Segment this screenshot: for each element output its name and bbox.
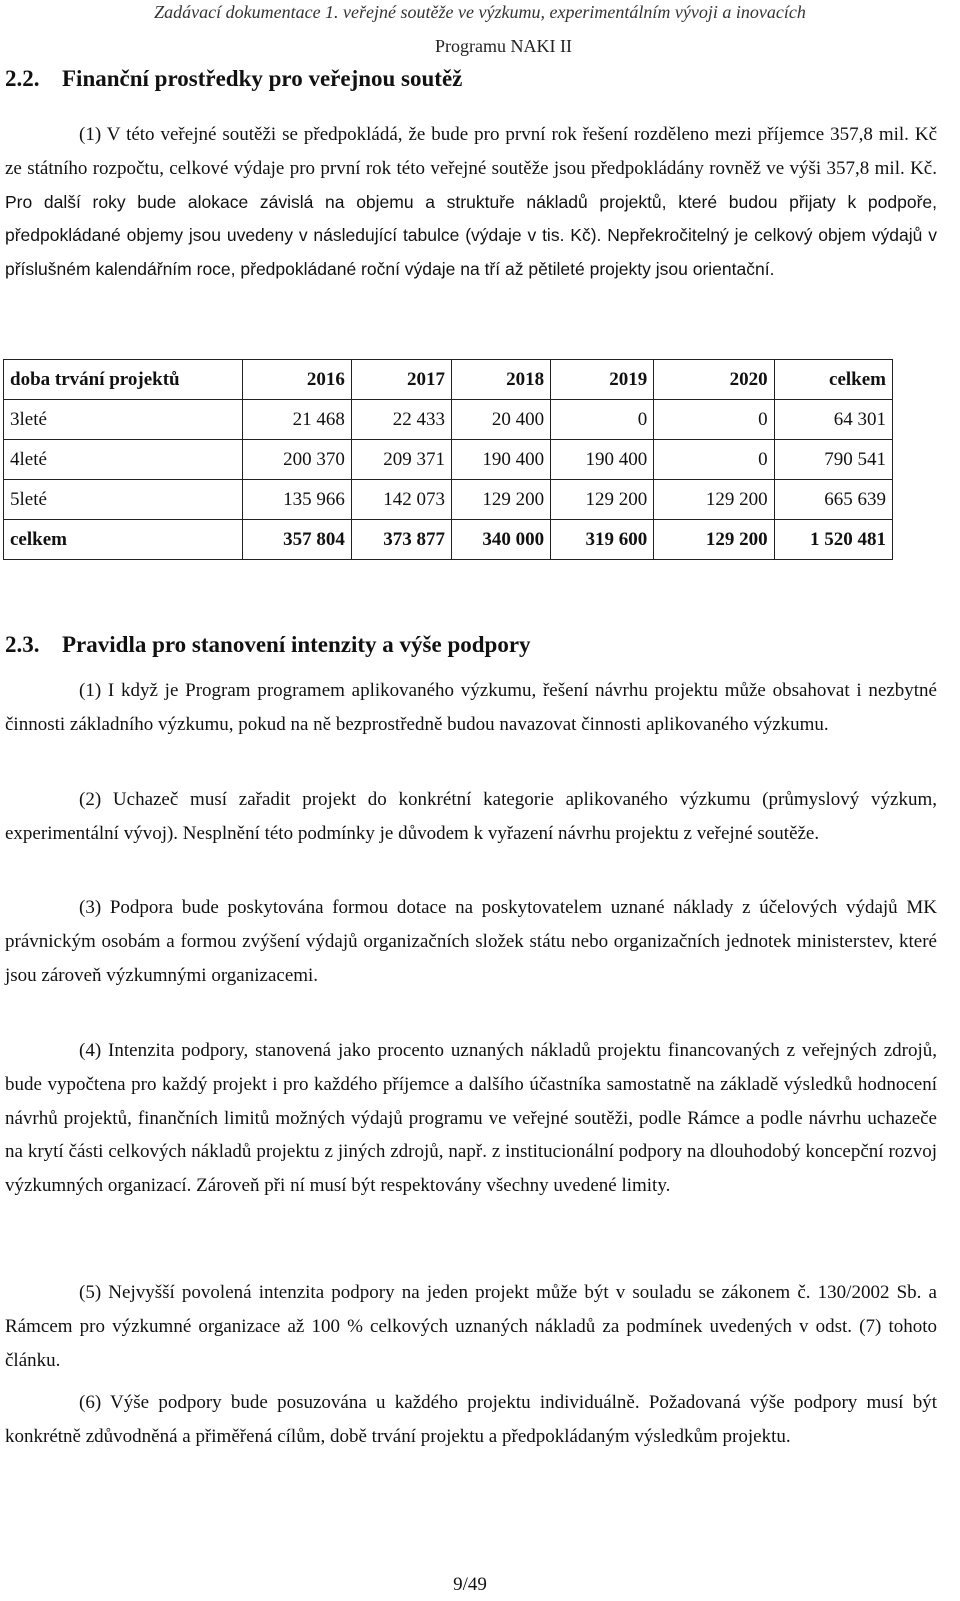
table-cell: 357 804 [242, 520, 351, 560]
paragraph-4: (4) Intenzita podpory, stanovená jako procento uznaných nákladů projektu financovaných z veřejných zdrojů, bude vypočtena pro každý projekt i pro každého příjemce a dalšího účastníka samostatně na základě výsledků hodnocení návrhů projektů, finančních limitů možných výdajů programu ve veřejné soutěži, podle Rámce a podle návrhu uchazeče na krytí části celkových nákladů projektu z jiných zdrojů, např. z institucionální podpory na dlouhodobý koncepční rozvoj výzkumných organizací. Zároveň při ní musí být respektovány všechny uvedené limity. [5, 1040, 937, 1197]
table-cell: 129 200 [654, 480, 774, 520]
table-cell: celkem [4, 520, 243, 560]
table-cell: 319 600 [551, 520, 654, 560]
section-number: 2.3. [5, 632, 40, 657]
table-header-cell: 2020 [654, 360, 774, 400]
document-header-title: Zadávací dokumentace 1. veřejné soutěže ve výzkumu, experimentálním vývoji a inovacích [154, 2, 806, 22]
table-cell: 129 200 [551, 480, 654, 520]
table-cell: 3leté [4, 400, 243, 440]
table-row [4, 400, 893, 440]
section-title: Pravidla pro stanovení intenzity a výše podpory [62, 632, 531, 657]
section-heading-2-3 [5, 632, 531, 658]
table-cell: 340 000 [452, 520, 551, 560]
table-header-cell: celkem [774, 360, 892, 400]
table-cell: 790 541 [774, 440, 892, 480]
table-cell: 129 200 [654, 520, 774, 560]
table-cell: 142 073 [351, 480, 451, 520]
table-cell: 190 400 [452, 440, 551, 480]
table-cell: 0 [654, 400, 774, 440]
table-cell: 190 400 [551, 440, 654, 480]
table-cell: 21 468 [242, 400, 351, 440]
table-cell: 209 371 [351, 440, 451, 480]
budget-table [3, 359, 893, 560]
table-cell: 5leté [4, 480, 243, 520]
section-number: 2.2. [5, 66, 40, 91]
paragraph-5: (5) Nejvyšší povolená intenzita podpory na jeden projekt může být v souladu se zákonem č. 130/2002 Sb. a Rámcem pro výzkumné organizace až 100 % celkových uznaných nákladů za podmínek uvedených v odst. (7) tohoto článku. [5, 1282, 937, 1371]
paragraph-3: (3) Podpora bude poskytována formou dotace na poskytovatelem uznané náklady z účelových výdajů MK právnickým osobám a formou zvýšení výdajů organizačních složek státu nebo organizačních jednotek ministerstev, které jsou zároveň výzkumnými organizacemi. [5, 897, 937, 986]
table-header-cell: 2018 [452, 360, 551, 400]
page-number: 9/49 [453, 1574, 487, 1595]
table-header-cell: 2019 [551, 360, 654, 400]
table-cell: 129 200 [452, 480, 551, 520]
table-cell: 373 877 [351, 520, 451, 560]
paragraph-part-sans: Pro další roky bude alokace závislá na objemu a struktuře nákladů projektů, které budou přijaty k podpoře, předpokládané objemy jsou uvedeny v následující tabulce (výdaje v tis. Kč). Nepřekročitelný je celkový objem výdajů v příslušném kalendářním roce, předpokládané roční výdaje na tří až pětileté projekty jsou orientační. [5, 191, 937, 280]
table-header-cell: doba trvání projektů [4, 360, 243, 400]
table-cell: 64 301 [774, 400, 892, 440]
table-cell: 4leté [4, 440, 243, 480]
table-cell: 665 639 [774, 480, 892, 520]
table-header-row [4, 360, 893, 400]
table-cell: 135 966 [242, 480, 351, 520]
section-heading-2-2 [5, 66, 462, 92]
paragraph-financial-resources [5, 118, 937, 287]
paragraph-6: (6) Výše podpory bude posuzována u každého projektu individuálně. Požadovaná výše podpory musí být konkrétně zdůvodněná a přiměřená cílům, době trvání projektu a předpokládaným výsledkům projektu. [5, 1392, 937, 1447]
table-row [4, 480, 893, 520]
table-total-row [4, 520, 893, 560]
table-cell: 22 433 [351, 400, 451, 440]
table-header-cell: 2017 [351, 360, 451, 400]
table-row [4, 440, 893, 480]
table-cell: 0 [654, 440, 774, 480]
table-header-cell: 2016 [242, 360, 351, 400]
paragraph-2: (2) Uchazeč musí zařadit projekt do konkrétní kategorie aplikovaného výzkumu (průmyslový výzkum, experimentální vývoj). Nesplnění této podmínky je důvodem k vyřazení návrhu projektu z veřejné soutěže. [5, 789, 937, 844]
table-cell: 1 520 481 [774, 520, 892, 560]
table-cell: 0 [551, 400, 654, 440]
table-cell: 20 400 [452, 400, 551, 440]
paragraph-1: (1) I když je Program programem aplikovaného výzkumu, řešení návrhu projektu může obsahovat i nezbytné činnosti základního výzkumu, pokud na ně bezprostředně budou navazovat činnosti aplikovaného výzkumu. [5, 680, 937, 735]
table-cell: 200 370 [242, 440, 351, 480]
document-header-program: Programu NAKI II [435, 36, 572, 56]
section-title: Finanční prostředky pro veřejnou soutěž [62, 66, 463, 91]
paragraph-part-serif: (1) V této veřejné soutěži se předpokládá, že bude pro první rok řešení rozděleno mezi příjemce 357,8 mil. Kč ze státního rozpočtu, celkové výdaje pro první rok této veřejné soutěže jsou předpokládány rovněž ve výši 357,8 mil. Kč. [5, 124, 937, 179]
